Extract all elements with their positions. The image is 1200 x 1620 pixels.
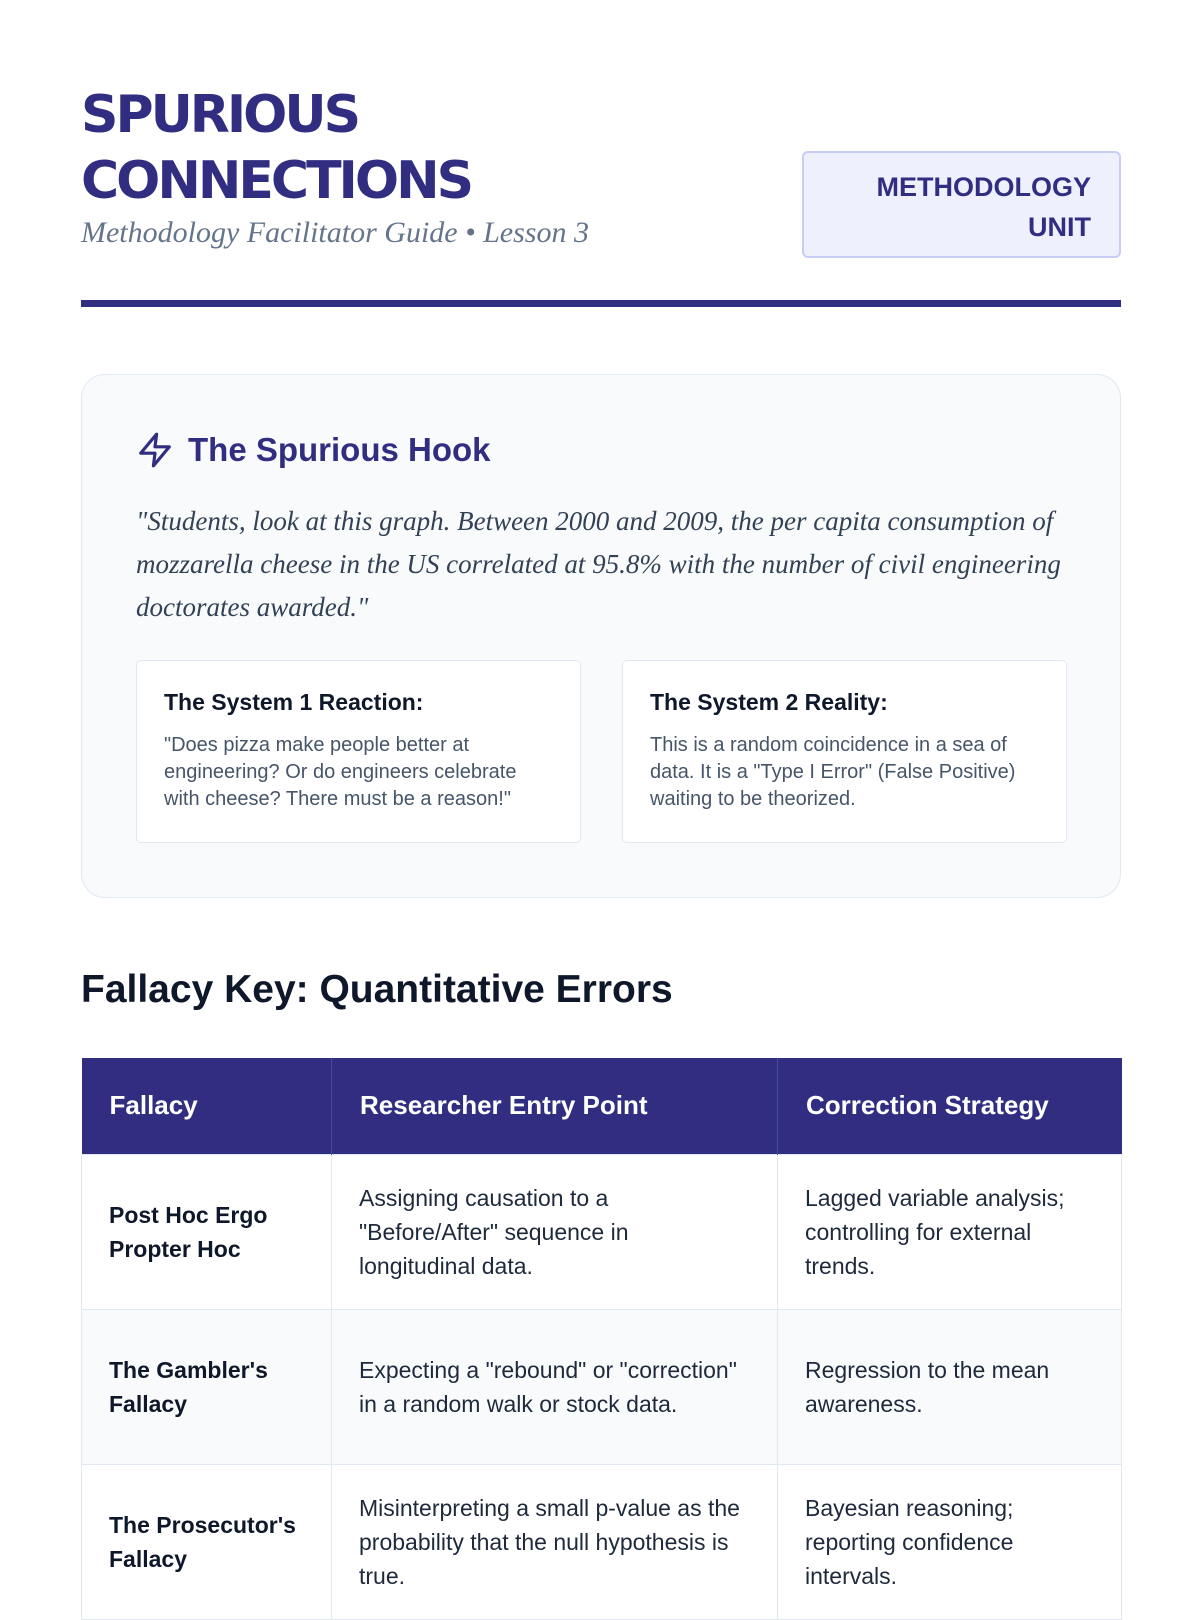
table-header-row bbox=[82, 1058, 1122, 1154]
page-title-line-2: CONNECTIONS bbox=[81, 151, 472, 211]
page-subtitle: Methodology Facilitator Guide • Lesson 3 bbox=[81, 216, 589, 249]
facilitator-guide-page bbox=[81, 0, 1121, 1589]
column-header-correction: Correction Strategy bbox=[778, 1058, 1122, 1154]
fallacy-table bbox=[81, 1058, 1122, 1620]
entry-point-cell: Misinterpreting a small p-value as the probability that the null hypothesis is true. bbox=[332, 1464, 778, 1619]
correction-cell: Bayesian reasoning; reporting confidence intervals. bbox=[778, 1464, 1122, 1619]
page-title bbox=[81, 82, 471, 214]
correction-cell: Regression to the mean awareness. bbox=[778, 1309, 1122, 1464]
unit-badge-line-1: METHODOLOGY bbox=[876, 172, 1091, 202]
page-header bbox=[81, 0, 1121, 308]
fallacy-name-cell: The Prosecutor's Fallacy bbox=[82, 1464, 332, 1619]
system-1-text: "Does pizza make people better at engineering? Or do engineers celebrate with cheese? There must be a reason!" bbox=[164, 734, 517, 810]
column-header-fallacy: Fallacy bbox=[82, 1058, 332, 1154]
system-2-box bbox=[622, 660, 1067, 843]
system-2-title: The System 2 Reality: bbox=[650, 689, 888, 715]
system-1-title: The System 1 Reaction: bbox=[164, 689, 424, 715]
header-divider bbox=[81, 300, 1121, 307]
table-row bbox=[82, 1309, 1122, 1464]
hook-header bbox=[136, 430, 491, 470]
hook-title: The Spurious Hook bbox=[188, 431, 491, 468]
hook-quote: "Students, look at this graph. Between 2000 and 2009, the per capita consumption of mozzarella cheese in the US correlated at 95.8% with the number of civil engineering doctorates awarded." bbox=[136, 506, 1061, 622]
column-header-entry-point: Researcher Entry Point bbox=[332, 1058, 778, 1154]
fallacy-name-cell: The Gambler's Fallacy bbox=[82, 1309, 332, 1464]
fallacy-name-cell: Post Hoc Ergo Propter Hoc bbox=[82, 1154, 332, 1309]
entry-point-cell: Assigning causation to a "Before/After" sequence in longitudinal data. bbox=[332, 1154, 778, 1309]
unit-badge-line-2: UNIT bbox=[1028, 212, 1091, 242]
correction-cell: Lagged variable analysis; controlling for external trends. bbox=[778, 1154, 1122, 1309]
table-row bbox=[82, 1464, 1122, 1619]
spurious-hook-card bbox=[81, 374, 1121, 898]
unit-badge bbox=[802, 151, 1121, 258]
lightning-bolt-icon bbox=[136, 431, 174, 469]
system-2-text: This is a random coincidence in a sea of data. It is a "Type I Error" (False Positive) waiting to be theorized. bbox=[650, 734, 1016, 810]
page-title-line-1: SPURIOUS bbox=[81, 85, 359, 145]
fallacy-key-title: Fallacy Key: Quantitative Errors bbox=[81, 968, 673, 1011]
table-row bbox=[82, 1154, 1122, 1309]
entry-point-cell: Expecting a "rebound" or "correction" in a random walk or stock data. bbox=[332, 1309, 778, 1464]
system-1-box bbox=[136, 660, 581, 843]
